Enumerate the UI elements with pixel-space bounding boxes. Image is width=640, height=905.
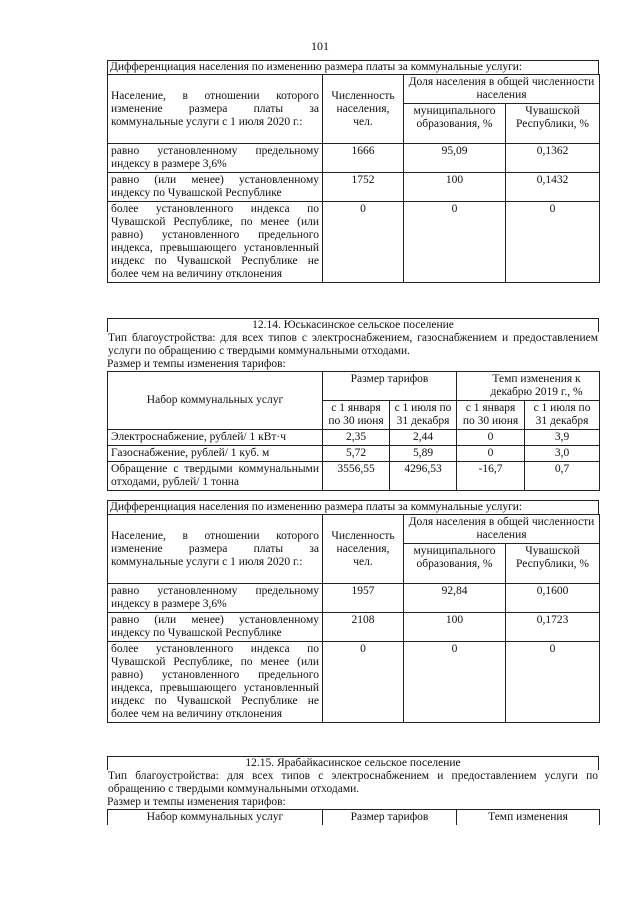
row-count: 1957 [323, 584, 404, 613]
row-label: равно (или менее) установленному индексу по Чувашской Республике [108, 173, 323, 202]
col-size-header: Размер тарифов [323, 372, 457, 401]
row-chuvash: 0,1600 [506, 584, 600, 613]
col-share-header: Доля населения в общей численности населения [404, 75, 600, 104]
table-row [108, 144, 600, 173]
row-municipal: 100 [404, 613, 506, 642]
row-count: 1752 [323, 173, 404, 202]
row-a: 2,35 [323, 430, 390, 446]
row-chuvash: 0 [506, 642, 600, 723]
row-municipal: 0 [404, 202, 506, 283]
row-label: равно (или менее) установленному индексу по Чувашской Республике [108, 613, 323, 642]
col-share-header: Доля населения в общей численности населения [404, 515, 600, 544]
row-a: 3556,55 [323, 462, 390, 491]
row-municipal: 92,84 [404, 584, 506, 613]
table-row [108, 584, 600, 613]
table-row [108, 202, 600, 283]
row-chuvash: 0,1432 [506, 173, 600, 202]
section-12-14 [107, 318, 599, 491]
col-population-header: Население, в отношении которого изменение размера платы за коммунальные услуги с 1 июля 2020 г.: [108, 75, 323, 144]
type-text: Тип благоустройства: для всех типов с электроснабжением и предоставлением услуги по обращению с твердыми коммунальными отходами. [108, 770, 598, 795]
table-row [108, 642, 600, 723]
table-row [108, 446, 600, 462]
section-heading: 12.14. Юськасинское сельское поселение [107, 318, 599, 332]
row-c: 0 [457, 446, 525, 462]
row-municipal: 100 [404, 173, 506, 202]
row-b: 2,44 [390, 430, 457, 446]
tariffs-table [107, 809, 600, 825]
tariffs-caption: Размер и темпы изменения тарифов: [107, 796, 286, 808]
col-count-header: Численность населения, чел. [323, 75, 404, 144]
tariffs-table [107, 371, 600, 491]
sub-period-2: с 1 июля по 31 декабря [390, 401, 457, 430]
row-count: 0 [323, 642, 404, 723]
differentiation-table-1 [107, 60, 599, 283]
section-12-15 [107, 756, 599, 825]
row-b: 5,89 [390, 446, 457, 462]
table-row [108, 173, 600, 202]
sub-period-1: с 1 января по 30 июня [323, 401, 390, 430]
row-label: более установленного индекса по Чувашской Республике, по менее (или равно) установленного предельного индекса, превышающего установленный индекс по Чувашской Республике не более чем на величину отклонения [108, 202, 323, 283]
tariffs-caption: Размер и темпы изменения тарифов: [107, 358, 286, 370]
row-c: 0 [457, 430, 525, 446]
page-number: 101 [311, 39, 329, 53]
col-count-header: Численность населения, чел. [323, 515, 404, 584]
sub-period-4: с 1 июля по 31 декабря [525, 401, 600, 430]
row-count: 1666 [323, 144, 404, 173]
row-municipal: 0 [404, 642, 506, 723]
row-label: Обращение с твердыми коммунальными отходами, рублей/ 1 тонна [108, 462, 323, 491]
table-row [108, 462, 600, 491]
col-set-header: Набор коммунальных услуг [108, 372, 323, 430]
row-a: 5,72 [323, 446, 390, 462]
sub-period-3: с 1 января по 30 июня [457, 401, 525, 430]
row-d: 0,7 [525, 462, 600, 491]
row-chuvash: 0,1723 [506, 613, 600, 642]
row-label: более установленного индекса по Чувашской Республике, по менее (или равно) установленного предельного индекса, превышающего установленный индекс по Чувашской Республике не более чем на величину отклонения [108, 642, 323, 723]
section-heading: 12.15. Ярабайкасинское сельское поселение [107, 756, 599, 770]
row-c: -16,7 [457, 462, 525, 491]
col-rate-header: Темп изменения [457, 810, 600, 826]
col-population-header: Население, в отношении которого изменение размера платы за коммунальные услуги с 1 июля 2020 г.: [108, 515, 323, 584]
row-count: 0 [323, 202, 404, 283]
type-text: Тип благоустройства: для всех типов с электроснабжением, газоснабжением и предоставлением услуги по обращению с твердыми коммунальными отходами. [108, 332, 598, 357]
col-size-header: Размер тарифов [323, 810, 457, 826]
col-chuvash-header: Чувашской Республики, % [506, 104, 600, 144]
row-label: Газоснабжение, рублей/ 1 куб. м [108, 446, 323, 462]
row-label: равно установленному предельному индексу в размере 3,6% [108, 584, 323, 613]
table-row [108, 613, 600, 642]
differentiation-table-2 [107, 500, 599, 723]
differentiation-title: Дифференциация населения по изменению размера платы за коммунальные услуги: [107, 500, 599, 514]
row-d: 3,9 [525, 430, 600, 446]
col-municipal-header: муниципального образования, % [404, 104, 506, 144]
col-chuvash-header: Чувашской Республики, % [506, 544, 600, 584]
row-chuvash: 0,1362 [506, 144, 600, 173]
differentiation-title: Дифференциация населения по изменению размера платы за коммунальные услуги: [107, 60, 599, 74]
table-row [108, 430, 600, 446]
row-municipal: 95,09 [404, 144, 506, 173]
col-rate-header: Темп изменения к декабрю 2019 г., % [457, 372, 600, 401]
row-b: 4296,53 [390, 462, 457, 491]
row-chuvash: 0 [506, 202, 600, 283]
row-label: Электроснабжение, рублей/ 1 кВт·ч [108, 430, 323, 446]
row-d: 3,0 [525, 446, 600, 462]
col-set-header: Набор коммунальных услуг [108, 810, 323, 826]
row-count: 2108 [323, 613, 404, 642]
row-label: равно установленному предельному индексу в размере 3,6% [108, 144, 323, 173]
col-municipal-header: муниципального образования, % [404, 544, 506, 584]
